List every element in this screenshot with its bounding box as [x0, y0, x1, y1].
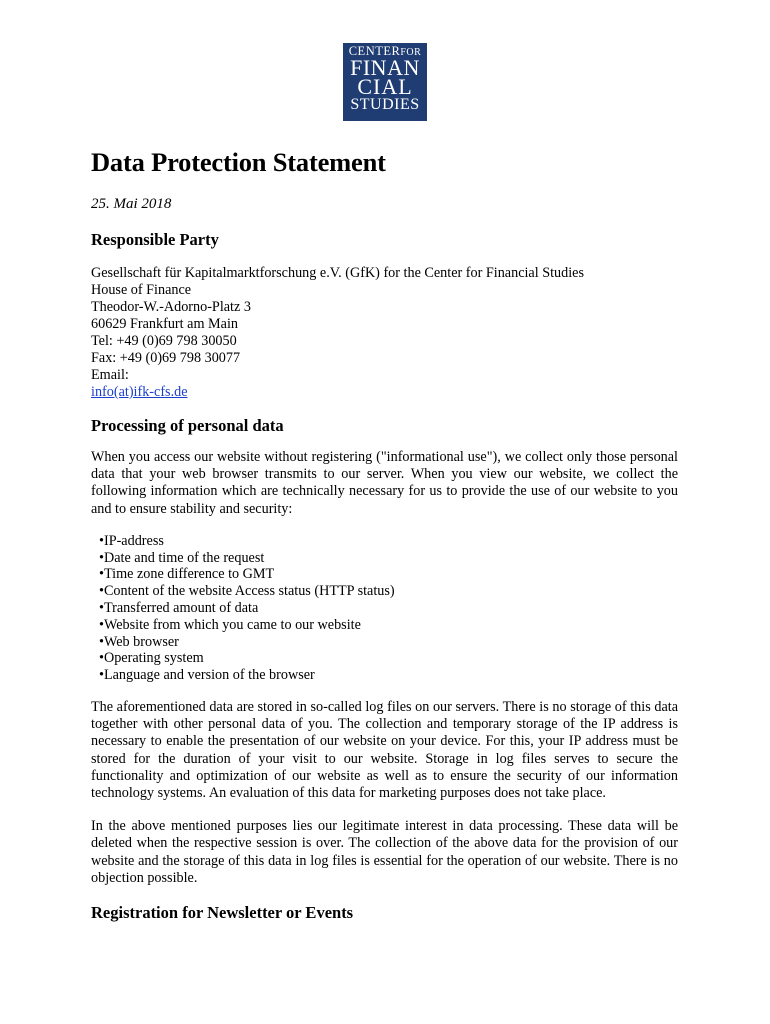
list-item: • Date and time of the request: [99, 550, 678, 567]
address-line-building: House of Finance: [91, 282, 192, 298]
list-item: • Website from which you came to our website: [99, 617, 678, 634]
address-line-org: Gesellschaft für Kapitalmarktforschung e.V. (GfK) for the Center for Financial Studies: [91, 265, 585, 281]
collected-data-list: [99, 533, 678, 684]
list-item: • Content of the website Access status (HTTP status): [99, 583, 678, 600]
cfs-logo: [343, 43, 427, 121]
address-line-city: 60629 Frankfurt am Main: [91, 316, 238, 332]
list-item: • Time zone difference to GMT: [99, 566, 678, 583]
legitimate-interest-paragraph: In the above mentioned purposes lies our legitimate interest in data processing. These data will be deleted when the respective session is over. The collection of the above data for the provision of our website and the storage of this data in log files is essential for the operation of our website. There is no objection possible.: [91, 818, 678, 886]
address-line-fax: Fax: +49 (0)69 798 30077: [91, 350, 241, 366]
address-line-email: Email: info(at)ifk-cfs.de: [91, 367, 188, 400]
address-line-phone: Tel: +49 (0)69 798 30050: [91, 333, 237, 349]
page-title: Data Protection Statement: [91, 147, 386, 177]
logo-line-1: CENTERFOR: [348, 44, 422, 58]
logo-line-2: FINAN: [350, 55, 420, 80]
list-item: • Web browser: [99, 634, 678, 651]
list-item: • IP-address: [99, 533, 678, 550]
processing-intro: When you access our website without registering ("informational use"), we collect only those personal data that your web browser transmits to our server. When you view our website, we collect the following information which are technically necessary for us to provide the use of our website to you and to ensure stability and security:: [91, 449, 678, 517]
responsible-party-address: [91, 265, 678, 401]
document-date: 25. Mai 2018: [91, 196, 172, 212]
list-item: • Transferred amount of data: [99, 600, 678, 617]
address-line-street: Theodor-W.-Adorno-Platz 3: [91, 299, 251, 315]
list-item: • Operating system: [99, 650, 678, 667]
log-files-paragraph: The aforementioned data are stored in so-called log files on our servers. There is no storage of this data together with other personal data of you. The collection and temporary storage of the IP address is necessary to enable the presentation of our website on your device. For this, your IP address must be stored for the duration of your visit to our website. Storage in log files serves to secure the functionality and optimization of our website as well as to ensure the security of our information technology systems. An evaluation of this data for marketing purposes does not take place.: [91, 698, 678, 801]
document-body: [91, 140, 678, 924]
logo-line-4: STUDIES: [350, 96, 420, 113]
registration-heading: Registration for Newsletter or Events: [91, 903, 354, 923]
email-link[interactable]: info(at)ifk-cfs.de: [91, 384, 188, 400]
list-item: • Language and version of the browser: [99, 667, 678, 684]
processing-heading: Processing of personal data: [91, 416, 284, 435]
responsible-party-heading: Responsible Party: [91, 230, 219, 249]
logo-line-3: CIAL: [357, 74, 413, 99]
